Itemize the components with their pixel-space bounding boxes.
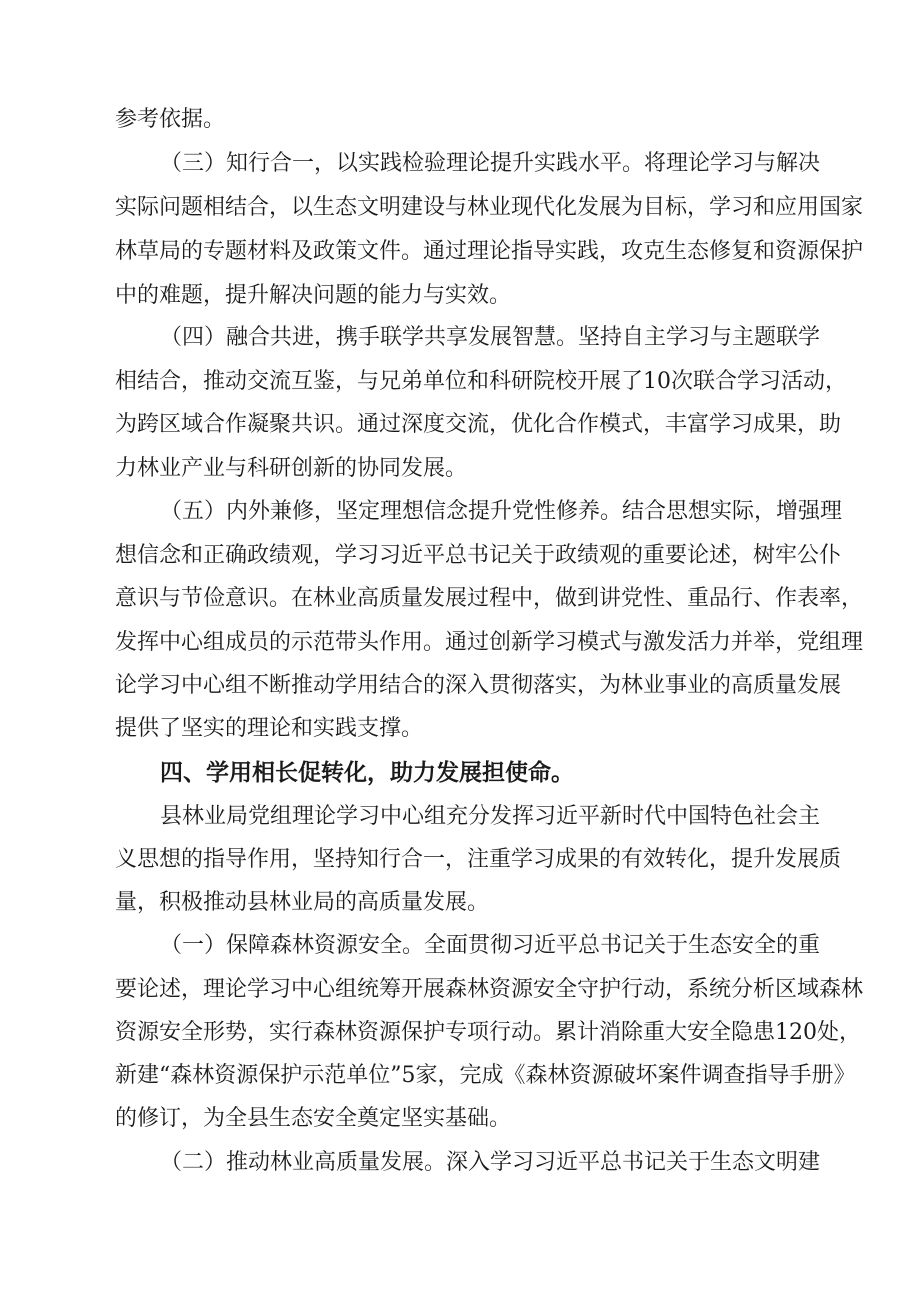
text-line: 新建“森林资源保护示范单位”5家，完成《森林资源破坏案件调查指导手册》: [115, 1063, 856, 1088]
paragraph-2-start: （二）推动林业高质量发展。深入学习习近平总书记关于生态文明建: [160, 1150, 821, 1175]
section-intro-start: 县林业局党组理论学习中心组充分发挥习近平新时代中国特色社会主: [160, 804, 821, 829]
text-line: 量，积极推动县林业局的高质量发展。: [115, 890, 490, 915]
text-line: 资源安全形势，实行森林资源保护专项行动。累计消除重大安全隐患120处，: [115, 1020, 861, 1045]
paragraph-5-start: （五）内外兼修，坚定理想信念提升党性修养。结合思想实际，增强理: [160, 499, 843, 524]
text-line: 发挥中心组成员的示范带头作用。通过创新学习模式与激发活力并举，党组理: [115, 630, 864, 655]
paragraph-4-start: （四）融合共进，携手联学共享发展智慧。坚持自主学习与主题联学: [160, 325, 821, 350]
text-line: 想信念和正确政绩观，学习习近平总书记关于政绩观的重要论述，树牢公仆: [115, 543, 842, 568]
text-line: 实际问题相结合，以生态文明建设与林业现代化发展为目标，学习和应用国家: [115, 195, 864, 220]
text-line: 义思想的指导作用，坚持知行合一，注重学习成果的有效转化，提升发展质: [115, 847, 842, 872]
section-heading: 四、学用相长促转化，助力发展担使命。: [160, 760, 574, 786]
text-line: 参考依据。: [115, 107, 226, 132]
text-line: 论学习中心组不断推动学用结合的深入贯彻落实，为林业事业的高质量发展: [115, 673, 842, 698]
text-line: 中的难题，提升解决问题的能力与实效。: [115, 283, 512, 308]
paragraph-1-start: （一）保障森林资源安全。全面贯彻习近平总书记关于生态安全的重: [160, 933, 821, 958]
text-line: 力林业产业与科研创新的协同发展。: [115, 456, 468, 481]
text-line: 提供了坚实的理论和实践支撑。: [115, 716, 424, 741]
text-line: 林草局的专题材料及政策文件。通过理论指导实践，攻克生态修复和资源保护: [115, 239, 864, 264]
text-line: 要论述，理论学习中心组统筹开展森林资源安全守护行动，系统分析区域森林: [115, 977, 864, 1002]
paragraph-3-start: （三）知行合一，以实践检验理论提升实践水平。将理论学习与解决: [160, 151, 821, 176]
text-line: 相结合，推动交流互鉴，与兄弟单位和科研院校开展了10次联合学习活动，: [115, 369, 847, 394]
text-line: 的修订，为全县生态安全奠定坚实基础。: [115, 1106, 512, 1131]
text-line: 意识与节俭意识。在林业高质量发展过程中，做到讲党性、重品行、作表率，: [115, 586, 864, 611]
text-line: 为跨区域合作凝聚共识。通过深度交流，优化合作模式，丰富学习成果，助: [115, 412, 842, 437]
